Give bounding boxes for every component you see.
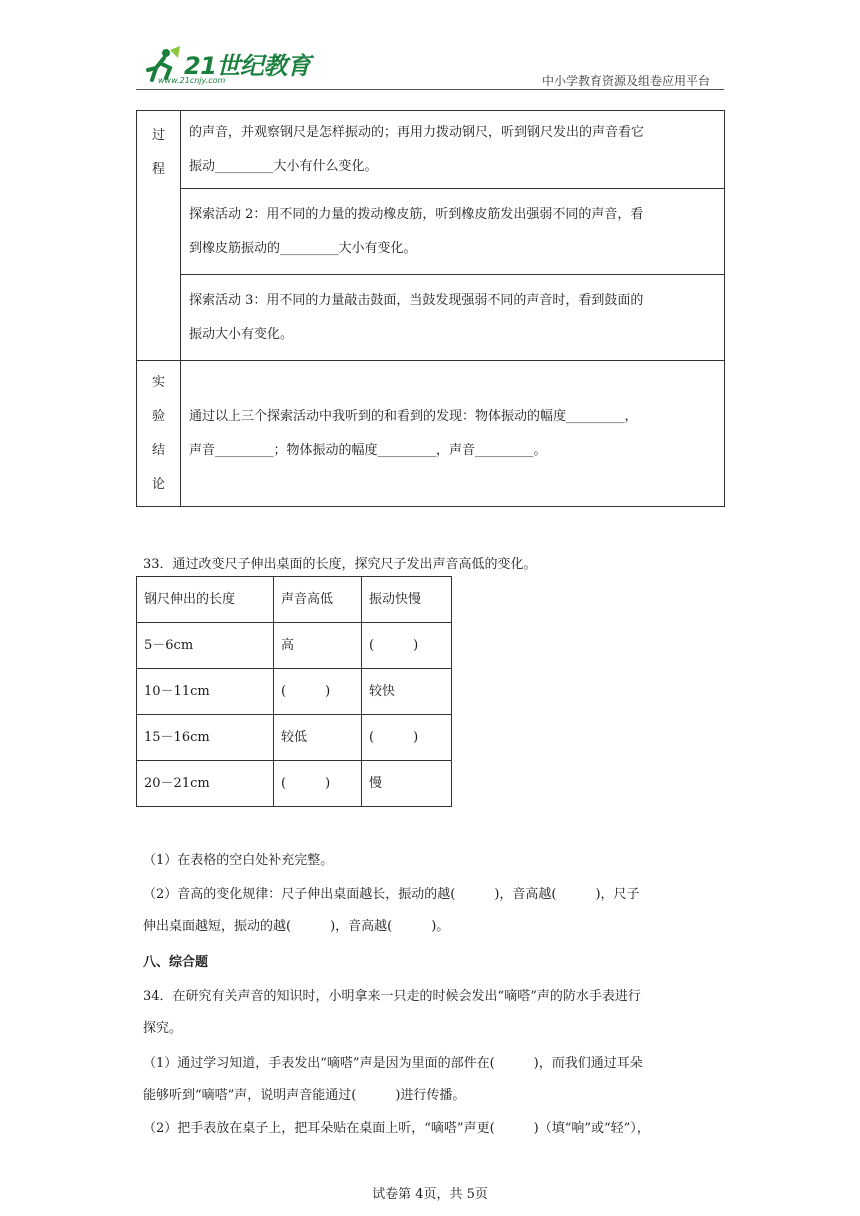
q33-part2-line: （2）音高的变化规律：尺子伸出桌面越长，振动的越( )，音高越( )，尺子 <box>143 887 640 902</box>
activity2-cell <box>181 189 725 275</box>
process-label-char: 程 <box>151 162 165 177</box>
logo <box>142 44 312 90</box>
table-row <box>137 189 725 275</box>
table-row <box>137 715 452 761</box>
table-cell: 较低 <box>274 715 362 761</box>
experiment-table <box>136 110 725 507</box>
conclusion-label-char: 论 <box>151 476 165 492</box>
table-row <box>137 761 452 807</box>
logo-url: www.21cnjy.com <box>158 76 226 85</box>
logo-brand: 21世纪教育 <box>184 52 311 80</box>
q33-part2-line: 伸出桌面越短，振动的越( )，音高越( )。 <box>143 919 450 934</box>
page-footer: 试卷第 4页，共 5页 <box>372 1187 488 1202</box>
q34-part1-line: 能够听到“嘀嗒”声，说明声音能通过( )进行传播。 <box>143 1088 466 1103</box>
conclusion-cell <box>181 361 725 507</box>
cell-line: 探索活动 3：用不同的力量敲击鼓面，当鼓发现强弱不同的声音时，看到鼓面的 <box>189 292 644 308</box>
table-cell: 较快 <box>362 669 452 715</box>
table-row <box>137 669 452 715</box>
answer-blank-cell[interactable]: ( ) <box>274 761 362 807</box>
table-row <box>137 275 725 361</box>
table-cell: 15－16cm <box>137 715 274 761</box>
process-label-char: 过 <box>151 128 165 143</box>
cell-line: 的声音，并观察钢尺是怎样振动的；再用力拨动钢尺，听到钢尺发出的声音看它 <box>189 124 645 140</box>
column-header: 振动快慢 <box>362 577 452 623</box>
table-cell: 5－6cm <box>137 623 274 669</box>
answer-blank-cell[interactable]: ( ) <box>362 715 452 761</box>
cell-line: 声音_________；物体振动的幅度_________，声音_________。 <box>189 442 547 458</box>
conclusion-label-char: 验 <box>151 408 165 424</box>
process-cell <box>181 111 725 189</box>
table-row <box>137 111 725 189</box>
q34-line: 34．在研究有关声音的知识时，小明拿来一只走的时候会发出“嘀嗒”声的防水手表进行 <box>143 989 641 1004</box>
table-header-row <box>137 577 452 623</box>
conclusion-label-char: 结 <box>151 442 165 458</box>
table-cell: 20－21cm <box>137 761 274 807</box>
q34-part2-line: （2）把手表放在桌子上，把耳朵贴在桌面上听，“嘀嗒”声更( )（填“响”或“轻”）， <box>143 1121 650 1136</box>
process-label-cell <box>137 111 181 361</box>
q34-part1-line: （1）通过学习知道，手表发出“嘀嗒”声是因为里面的部件在( )，而我们通过耳朵 <box>143 1056 643 1071</box>
q33-prompt: 33．通过改变尺子伸出桌面的长度，探究尺子发出声音高低的变化。 <box>143 557 537 572</box>
table-cell: 高 <box>274 623 362 669</box>
q34-line: 探究。 <box>143 1021 183 1036</box>
column-header: 钢尺伸出的长度 <box>137 577 274 623</box>
answer-blank-cell[interactable]: ( ) <box>362 623 452 669</box>
cell-line: 通过以上三个探索活动中我听到的和看到的发现：物体振动的幅度_________， <box>189 408 638 424</box>
column-header: 声音高低 <box>274 577 362 623</box>
conclusion-label-char: 实 <box>151 374 165 390</box>
header-rule <box>136 89 724 90</box>
platform-name: 中小学教育资源及组卷应用平台 <box>541 74 710 88</box>
q33-part1: （1）在表格的空白处补充完整。 <box>143 853 334 868</box>
table-cell: 10－11cm <box>137 669 274 715</box>
q33-table <box>136 576 452 807</box>
cell-line: 到橡皮筋振动的_________大小有变化。 <box>189 240 417 256</box>
table-row <box>137 361 725 507</box>
cell-line: 振动大小有变化。 <box>189 326 294 342</box>
cell-line: 探索活动 2：用不同的力量的拨动橡皮筋，听到橡皮筋发出强弱不同的声音，看 <box>189 206 644 222</box>
section-title: 八、综合题 <box>143 955 209 970</box>
cell-line: 振动_________大小有什么变化。 <box>189 158 378 174</box>
table-cell: 慢 <box>362 761 452 807</box>
conclusion-label-cell <box>137 361 181 507</box>
answer-blank-cell[interactable]: ( ) <box>274 669 362 715</box>
table-row <box>137 623 452 669</box>
activity3-cell <box>181 275 725 361</box>
